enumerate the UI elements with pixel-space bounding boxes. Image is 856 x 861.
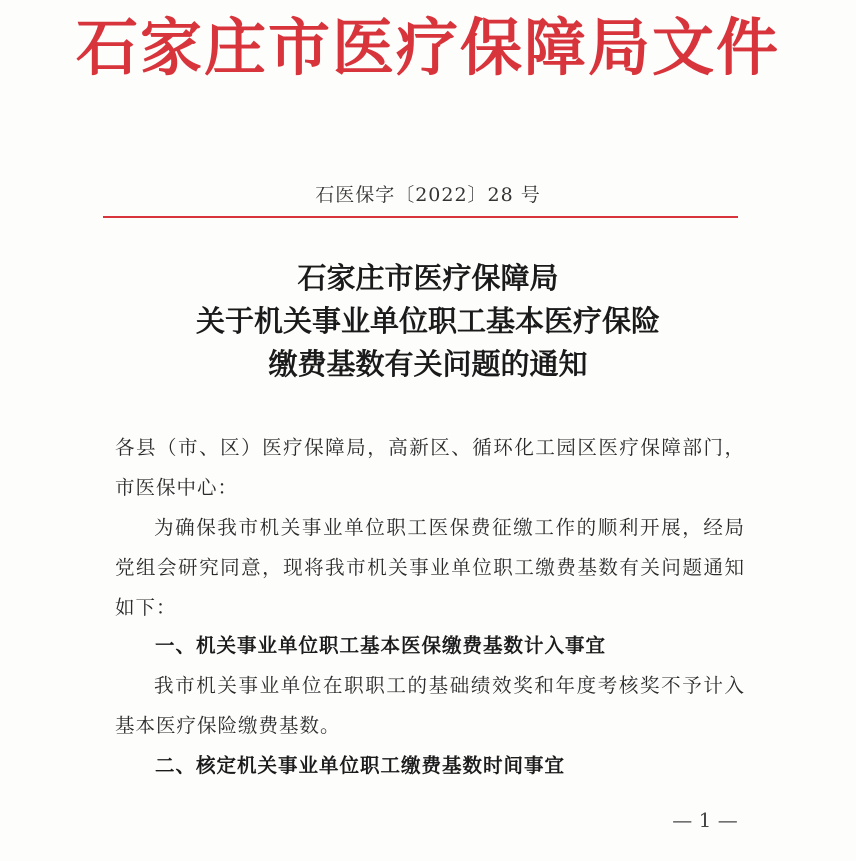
masthead-title: 石家庄市医疗保障局文件 [75, 11, 780, 84]
title-line-2: 关于机关事业单位职工基本医疗保险 [195, 304, 660, 338]
document-number: 石医保字〔2022〕28 号 [315, 184, 541, 206]
section-1-heading: 一、机关事业单位职工基本医保缴费基数计入事宜 [155, 634, 607, 657]
intro-paragraph: 为确保我市机关事业单位职工医保费征缴工作的顺利开展，经局党组会研究同意，现将我市机关事业单位职工缴费基数有关问题通知如下： [115, 516, 745, 619]
section-2-heading: 二、核定机关事业单位职工缴费基数时间事宜 [155, 754, 566, 777]
section-1-body: 我市机关事业单位在职职工的基础绩效奖和年度考核奖不予计入基本医疗保险缴费基数。 [115, 674, 745, 737]
title-line-3: 缴费基数有关问题的通知 [268, 347, 588, 381]
title-line-1: 石家庄市医疗保障局 [297, 261, 559, 295]
red-divider-line [103, 216, 738, 218]
page-number: — 1 — [672, 808, 738, 832]
recipients-paragraph: 各县（市、区）医疗保障局，高新区、循环化工园区医疗保障部门，市医保中心： [115, 436, 745, 499]
document-title [0, 257, 856, 386]
